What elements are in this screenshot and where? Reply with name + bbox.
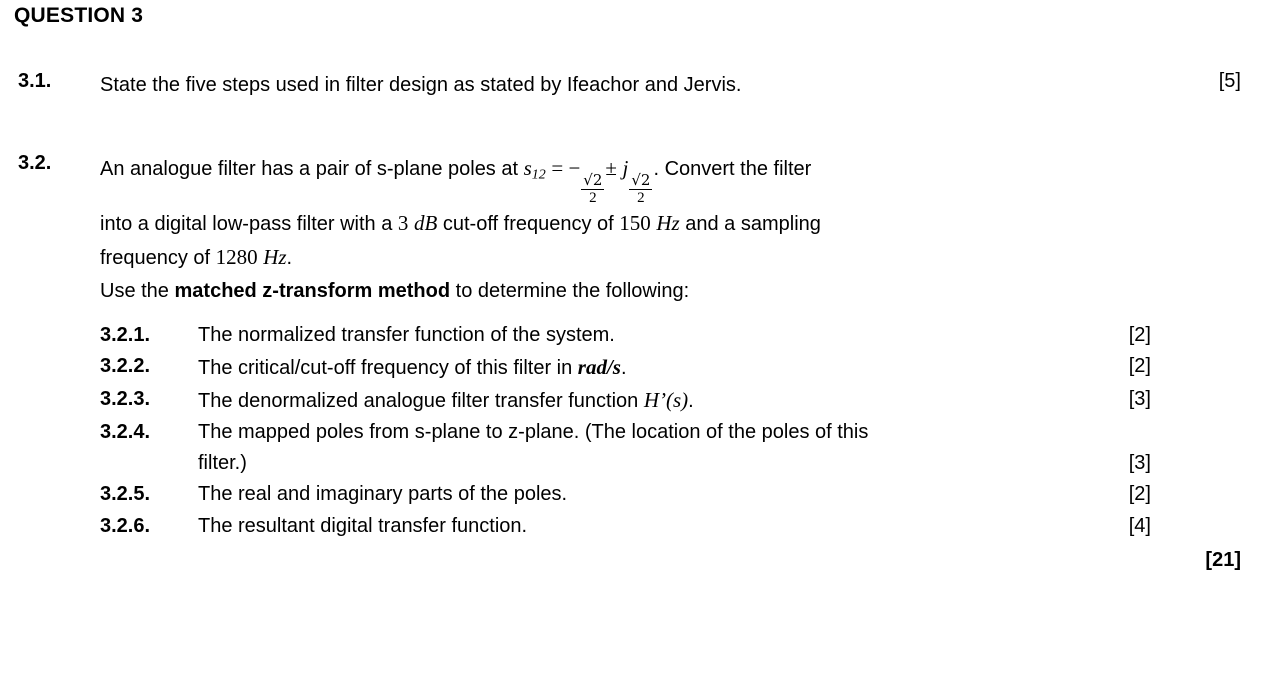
question-number-3-1: 3.1. [18,70,52,92]
sub-question-marks: [3] [1128,388,1151,411]
fraction-denominator: 2 [589,189,597,206]
sub-question-number: 3.2.1. [100,323,151,346]
math-subscript-12: 12 [531,167,546,183]
question-item-3-2 [0,152,1273,543]
unit-db: dB [413,210,438,235]
marks-3-1: [5] [1218,70,1241,92]
total-marks: [21] [1205,548,1241,571]
q3-2-line2-part-b: cut-off frequency of [442,212,614,235]
instruction-method-name: matched z-transform method [174,280,451,303]
sub-question-number: 3.2.2. [100,355,151,378]
sub-question-marks: [4] [1128,514,1151,537]
sub-question-marks: [3] [1128,451,1151,474]
sub-question-text: The normalized transfer function of the system. [198,323,615,346]
sub-question-text-line2: filter.) [198,452,247,475]
fraction-sqrt2-over-2-second [629,170,652,207]
math-h-prime-s: H’(s) [643,388,689,413]
fraction-sqrt2-over-2-first [581,170,604,207]
value-3: 3 [397,210,409,235]
fraction-numerator: √2 [631,170,651,189]
sub-question-text-part-a: The critical/cut-off frequency of this filter in [198,357,573,380]
sub-question-text-part-b: . [620,357,627,380]
q3-2-line2-part-c: and a sampling [685,212,821,235]
sub-question-text: The resultant digital transfer function. [198,514,528,537]
q3-2-line3 [100,241,1183,275]
sub-question-marks: [2] [1128,483,1151,506]
q3-2-line2-part-a: into a digital low-pass filter with a [100,212,393,235]
sub-question-number: 3.2.5. [100,483,151,506]
q3-2-line3-part-a: frequency of [100,246,211,269]
fraction-denominator: 2 [637,189,645,206]
sub-question-3-2-1 [100,320,1183,352]
sub-question-text-line1: The mapped poles from s-plane to z-plane. (The location of the poles of this [198,421,869,444]
value-150: 150 [619,210,651,235]
sub-question-number: 3.2.6. [100,514,151,537]
sub-question-text [198,351,1093,384]
q3-2-line1-part-b: . Convert the filter [653,157,812,180]
value-1280: 1280 [215,244,258,269]
sub-question-3-2-4 [100,417,1183,479]
sub-question-number: 3.2.3. [100,388,151,411]
exam-paper-page [0,4,1273,694]
page-title: QUESTION 3 [14,4,144,27]
unit-hz-2: Hz [263,244,287,269]
sub-question-text [198,417,1093,479]
sub-question-text: The real and imaginary parts of the poles. [198,483,568,506]
math-symbol-s: s [523,155,532,180]
math-symbol-j: j [622,155,629,180]
q3-2-line2 [100,207,1183,241]
instruction-part-b: to determine the following: [455,280,690,303]
fraction-numerator: √2 [583,170,603,189]
q3-2-line3-part-b: . [286,246,293,269]
sub-question-marks: [2] [1128,323,1151,346]
sub-question-list [100,320,1183,543]
sub-question-3-2-2 [100,351,1183,384]
sub-question-3-2-6 [100,511,1183,543]
sub-question-3-2-3 [100,384,1183,417]
sub-question-3-2-5 [100,479,1183,511]
question-item-3-1 [0,70,1273,102]
q3-2-instruction-line [100,276,1183,308]
sub-question-text [198,384,1093,417]
math-rad-per-s: rad/s [577,355,621,380]
question-text-3-1: State the five steps used in filter design as stated by Ifeachor and Jervis. [100,74,742,96]
q3-2-line1-part-a: An analogue filter has a pair of s-plane poles at [100,157,519,180]
sub-question-number: 3.2.4. [100,421,151,444]
sub-question-text-part-b: . [688,390,694,413]
question-body-3-2 [100,152,1183,543]
sub-question-marks: [2] [1128,355,1151,378]
instruction-part-a: Use the [100,280,169,303]
math-equals-minus: = − [551,155,581,180]
question-number-3-2: 3.2. [18,151,52,174]
sub-question-text-part-a: The denormalized analogue filter transfer function [198,390,639,413]
unit-hz-1: Hz [656,210,680,235]
math-plus-minus: ± [605,155,617,180]
